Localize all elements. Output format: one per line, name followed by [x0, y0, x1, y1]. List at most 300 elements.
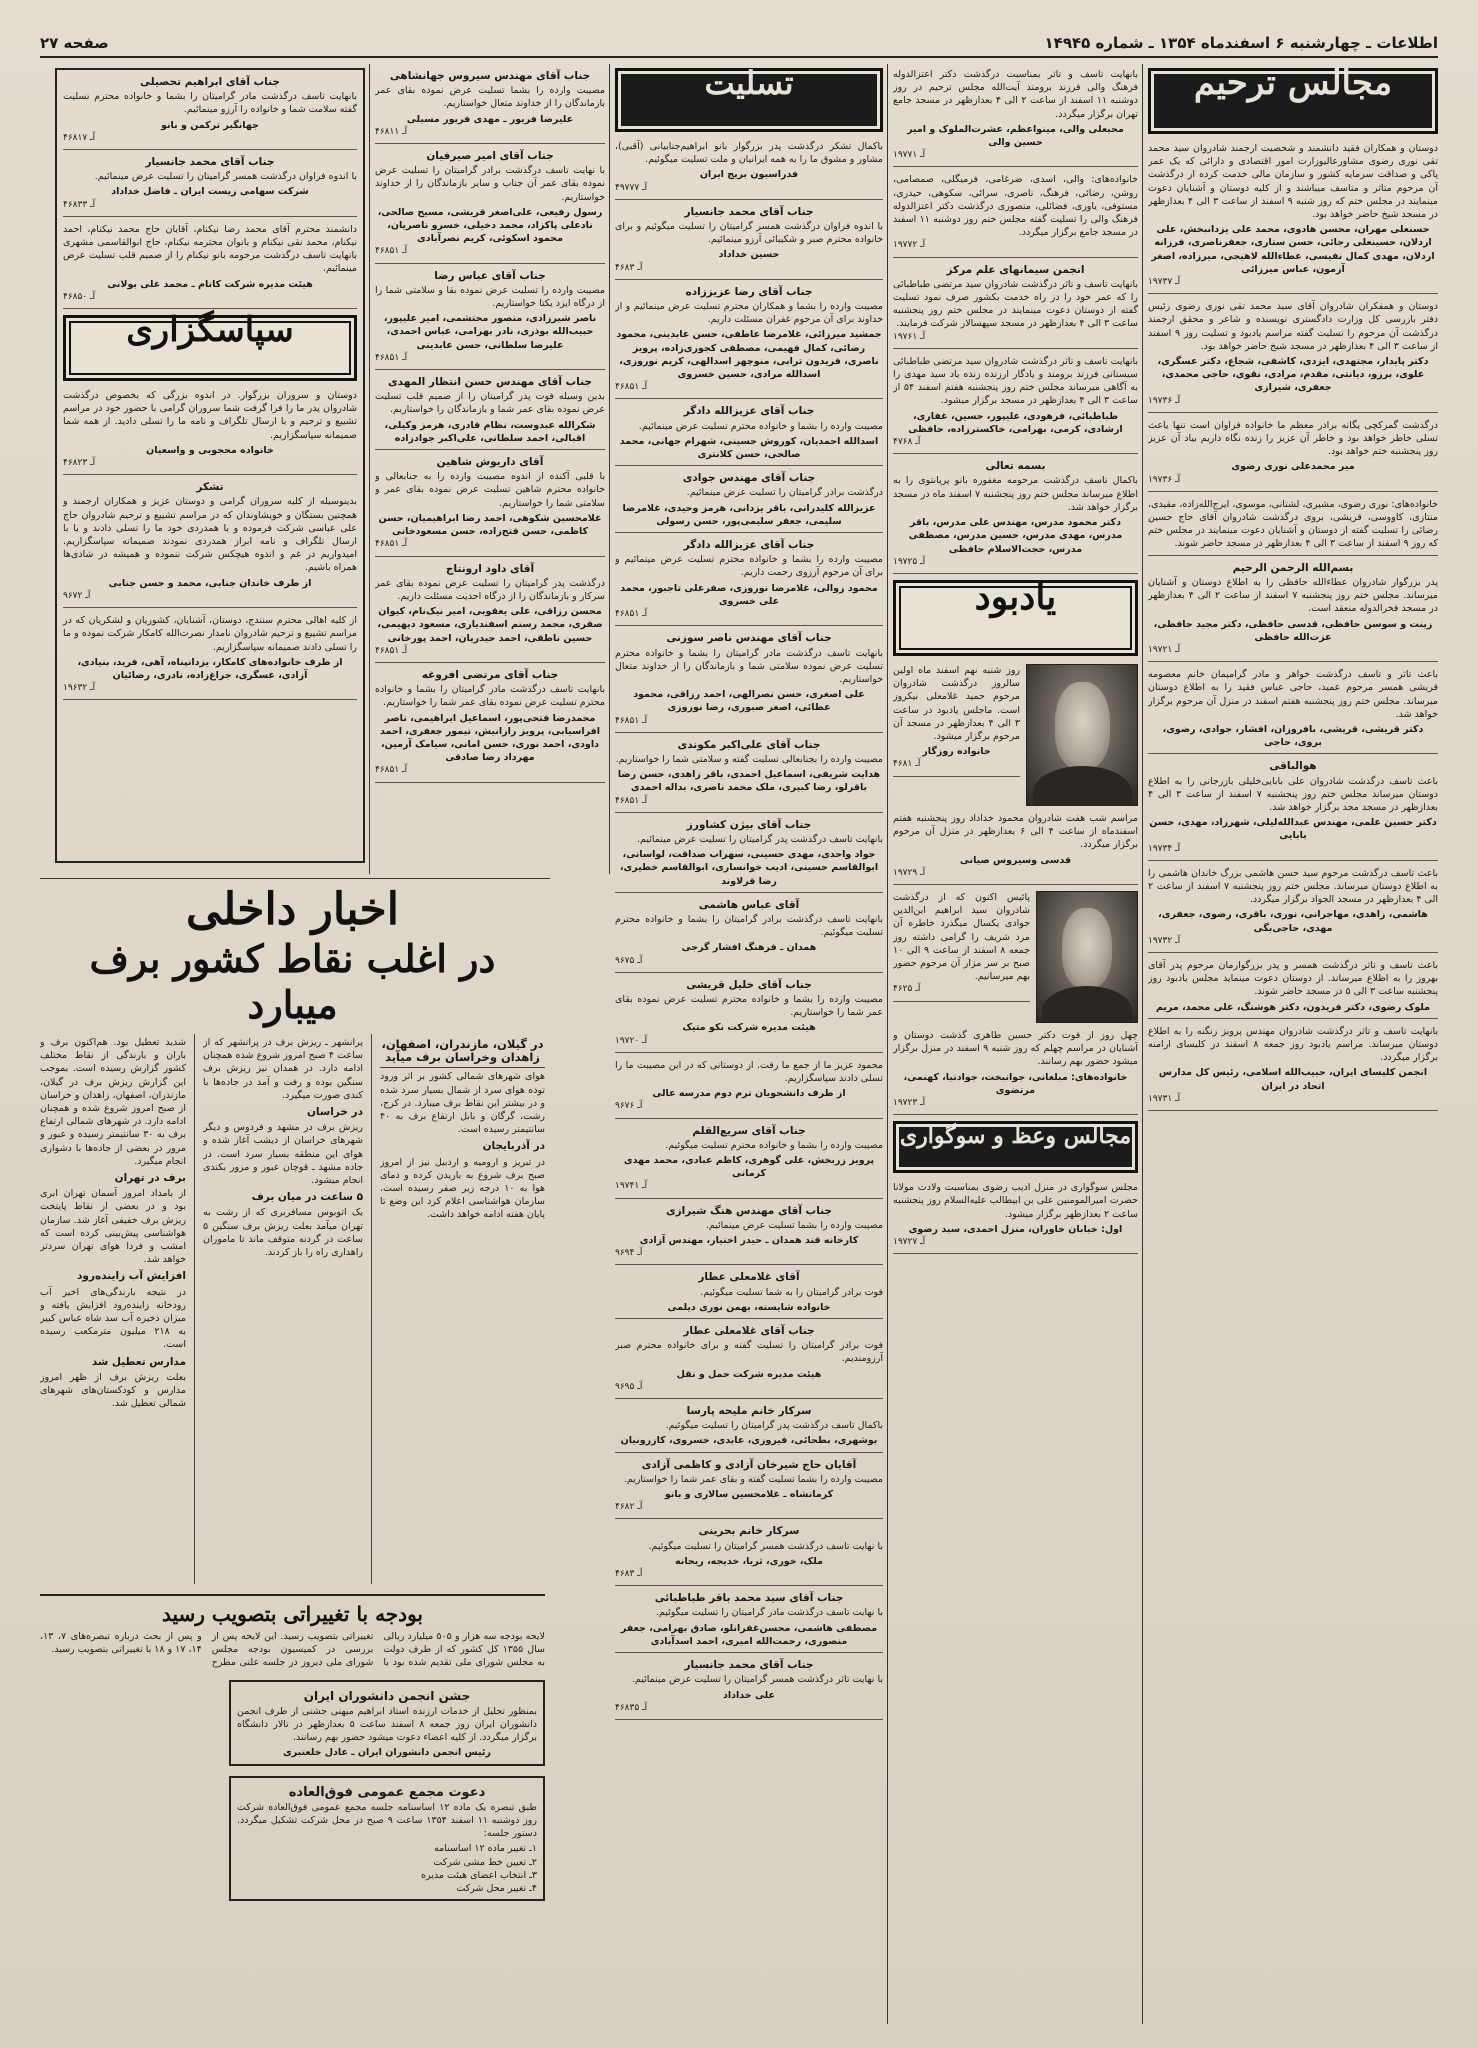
notice-signature: جهانگیر ترکمن و بانو — [161, 119, 259, 131]
column-4 — [375, 68, 605, 873]
notice-body: بانهایت تاسف و تاثر بمناسبت درگذشت دکتر اعتزالدوله فرهنگ والی فرزند برومند آیت‌الله مجلس ترحیم در روز دوشنبه ۱۱ اسفند از ساعت ۲ الی ۴ بعدازظهر در مسجد جامع تهران برگزار میگردد. — [893, 69, 1138, 120]
notice-body: درگذشت برادر گرامیتان را تسلیت عرض مینمائیم. — [686, 487, 883, 499]
col5-notices-bottom — [63, 389, 357, 700]
news-col-a-body-1: از بامداد امروز آسمان تهران ابری بود و در بعضی از نقاط پایتخت ریزش برف خفیفی آغاز شد. سازمان هواشناسی پیش‌بینی کرده است که امشب و فردا هوای تهران سردتر خواهد شد. — [40, 1188, 186, 1266]
notice-signature: خانواده روزگار — [922, 746, 991, 758]
agenda-item: ۲ـ تعیین خط مشی شرکت — [433, 1856, 537, 1868]
notice-item — [63, 614, 357, 700]
notice-code: آـ ۴۶۸۳ — [615, 262, 643, 273]
column-3 — [615, 68, 883, 2023]
notice-title: تشکر — [196, 481, 224, 494]
notice-code: آـ ۱۹۷۴۱ — [615, 1181, 648, 1192]
notice-title: جناب آقای مهندس جوادی — [682, 472, 816, 485]
notice-body: با نهایت تاثر درگذشت همسر گرامیتان را تسلیت عرض مینمائیم. — [631, 1674, 883, 1686]
banner-taslit: تسلیت — [615, 68, 883, 132]
notice-item — [615, 1125, 883, 1199]
notice-item — [615, 206, 883, 280]
col5-notices-top — [63, 76, 357, 309]
notice-signature: قدسی وسیروس صیانی — [959, 854, 1072, 866]
news-col-b-body-2: یک اتوبوس مسافربری که از رشت به تهران میآمد بعلت ریزش برف سنگین ۵ ساعت در گردنه متوقف ماند تا ماموران راهداری راه را باز کردند. — [203, 1207, 363, 1259]
notice-signature: همدان ـ فرهنگ افشار گرجی — [681, 942, 817, 954]
yadbood-notice-4 — [893, 1029, 1138, 1115]
notice-signature: هیئت مدیره شرکت حمل و نقل — [676, 1368, 822, 1380]
ad-anjoman-title: جشن انجمن دانشوران ایران — [303, 1688, 471, 1703]
notice-title: جناب آقای علی‌اکبر مکوندی — [677, 738, 821, 751]
notice-signature: محسن رزاقی، علی یعقوبی، امیر نیک‌نام، کیوان صفری، محمد رستم اسفندیاری، مسعود دیهیمی، حسین ناطقی، احمد حیدریان، احمد پورخانی — [377, 606, 603, 644]
notice-title: جناب آقای سریع‌القلم — [692, 1124, 806, 1137]
news-col-c-body: در تبریز و ارومیه و اردبیل نیز از امروز صبح برف شروع به باریدن کرده و دمای هوا به ۱۰ درجه زیر صفر رسیده است. سازمان هواشناسی اعلام کرد این وضع تا پایان هفته ادامه خواهد داشت. — [380, 1156, 545, 1221]
notice-item — [615, 140, 883, 200]
notice-signature: عزیزالله کلیدرانی، باقر یزدانی، هرمز وحیدی، غلامرضا سلیمی، جعفر سلیمی‌پور، حسن رسولی — [622, 502, 876, 527]
notice-item — [615, 405, 883, 466]
masthead — [40, 30, 1438, 58]
masthead-page-number: صفحه ۲۷ — [40, 34, 109, 52]
notice-title: بسمه تعالی — [985, 460, 1046, 473]
notice-signature: علی اصغری، حسن نصرالهی، احمد رزاقی، محمود عطائی، اصغر صبوری، رضا نوروزی — [633, 689, 865, 714]
notice-body: باکمال تاسف درگذشت پدر گرامیتان را تسلیت میگوئیم. — [665, 1420, 883, 1432]
notice-item — [1148, 419, 1438, 492]
notice-title: آقای غلامعلی عطار — [698, 1271, 800, 1284]
notice-body: مصیبت وارده را بشما و خانواده محترم تسلیت عرض مینمائیم. — [638, 420, 883, 432]
notice-body: مصیبت وارده را بجنابعالی تسلیت گفته و سلامتی شما را خواستاریم. — [615, 753, 883, 765]
notice-body: باعث تاسف و تاثر درگذشت همسر و پدر بزرگوارمان مرحوم پدر آقای بهروز را به اطلاع میرساند. از دوستان دعوت مینماید مجلس یادبود روز پنجشنبه ساعت ۳ الی ۵ در مسجد حاضر شوند. — [1148, 959, 1438, 998]
ad-anjoman-signature: رئیس انجمن دانشوران ایران ـ عادل خلعتبری — [283, 1747, 491, 1759]
news-col-b-subtitle-1: در خراسان — [306, 1106, 363, 1119]
notice-body: مصیبت وارده را بشما و خانواده محترم تسلیت عرض نموده بقای عمر شما را خواستاریم. — [615, 993, 883, 1019]
notice-title: آقایان حاج شیرخان آزادی و کاظمی آزادی — [641, 1458, 857, 1471]
notice-signature: شرکت سهامی زیست ایران ـ فاضل خداداد — [111, 186, 309, 198]
notice-body: مصیبت وارده را بشما تسلیت عرض نموده بقای عمر بازماندگان را از خداوند متعال خواستاریم. — [375, 85, 605, 110]
ad-majma-items — [237, 1842, 537, 1895]
notice-signature: علیرضا فریور ـ مهدی فریور مسیلی — [406, 113, 574, 125]
news-section — [40, 884, 545, 2024]
notice-signature: دکتر محمود مدرس، مهندس علی مدرس، باقر مدرس، مهدی مدرس، حسین مدرس، مصطفی مدرس، حجت‌الاسلام حافظی — [908, 517, 1123, 555]
notice-item — [1148, 498, 1438, 556]
notice-body: با قلبی آکنده از اندوه مصیبت وارده را به جنابعالی و خانواده محترم شاهین تسلیت عرض نموده بقای عمر و سلامتی شما را خواستاریم. — [375, 471, 605, 509]
notice-code: آـ ۴۹۷۷۷ — [615, 182, 648, 193]
notice-code: آـ ۱۹۷۳۷ — [1148, 277, 1181, 288]
notice-signature: هدایت شریفی، اسماعیل احمدی، باقر زاهدی، حسن رضا باقرلو، رضا کبیری، ملک محمد ناصری، بداله احمدی — [617, 769, 881, 794]
notice-body: خانواده‌های: والی، اسدی، ضرغامی، فرمیگلی، صمصامی، روشن، رضائی، فرهنگ، ناصری، سرائی، سکوهی، حیدری، مستوفی، یاوری، فضائلی، منصوری درگذشت دکتر اعتزالدوله فرهنگ والی را تسلیت گفته مجلس ختم روز دوشنبه ۱۱ اسفند در مسجد جامع برگزار میگردد. — [893, 174, 1138, 239]
notice-signature: محمدرضا فتحی‌پور، اسماعیل ابراهیمی، ناصر افراسیابی، پرویز رازانیش، تیمور جعفری، احمد داودی، احمد نوری، حسن امانی، سیامک آرمین، مهرداد رضا صادقی — [379, 712, 601, 764]
notice-code: آـ ۱۹۷۷۲ — [893, 240, 926, 251]
notice-signature: خانواده محجوبی و واسعیان — [146, 444, 274, 456]
column-rule — [887, 64, 888, 2024]
news-col-a-text: شدید تعطیل بود. هم‌اکنون برف و باران و بارندگی از نقاط مختلف کشور گزارش رسیده است. بموجب این گزارش ریزش برف در گیلان، مازندران، اصفهان، زاهدان و خراسان از صبح امروز شروع شده و همچنان ادامه دارد. در شهرهای شمالی ارتفاع برف به ۳۰ سانتیمتر رسیده و عبور و مرور در بعضی از جاده‌ها با دشواری انجام میگیرد. — [40, 1037, 186, 1167]
yadbood-photo-row-1 — [893, 664, 1138, 806]
notice-signature: جواد واحدی، مهدی حسینی، سهراب صداقت، لواسانی، ابوالقاسم حسینی، ادیب خوانساری، ابوالقاسم خطیری، رضا قرلاوند — [619, 849, 879, 887]
portrait-photo-1 — [1026, 664, 1138, 806]
notice-item — [63, 389, 357, 475]
ad-anjoman — [229, 1680, 545, 1766]
notice-item — [375, 150, 605, 264]
notice-body: درگذشت گمرکچی یگانه برادر معظم ما خانواده فراوان است تنها یاعث تسلی خاطر خواهد بود و خاطر آن عزیز را زنده نگاه داریم بیاد آن عزیز روز پنجشنبه ختم خواهد بود. — [1148, 419, 1438, 458]
notice-code: آـ ۱۹۷۶۱ — [893, 331, 926, 342]
notice-item — [615, 739, 883, 813]
notice-item — [375, 70, 605, 144]
notice-item — [893, 891, 1030, 1002]
notice-signature: ملوک رضوی، دکتر فریدون، دکتر هوشنگ، علی محمد، مریم — [1155, 1001, 1431, 1013]
notice-title: جناب آقای امیر صیرفیان — [426, 150, 554, 163]
notice-body: فوت برادر گرامیتان را تسلیت گفته و برای خانواده محترم صبر آرزومندیم. — [615, 1340, 883, 1365]
notice-title: انجمن سیمانهای علم مرکز — [946, 263, 1085, 276]
notice-body: با اندوه فراوان درگذشت همسر گرامیتان را تسلیت میگوئیم و برای خانواده محترم صبر و شکیبائی آرزو مینمائیم. — [615, 221, 883, 246]
news-column-right — [380, 1034, 545, 1584]
notice-code: آـ ۹۶۷۵ — [615, 955, 643, 966]
notice-signature: محمود زوالی، غلامرضا نوروزی، صفرعلی تاجبور، محمد علی خسروی — [620, 582, 878, 607]
notice-body: خانواده‌های: نوری رضوی، مشیری، لشتانی، موسوی، ایرج‌الله‌زاده، مقیدی، منتازی، کاووسی، قریشی، بروی درگذشت شادروان آقای حاج حسین رضائی را تسلیت گفته از دوستان و آشنایان دعوت مینمایند در مجلس ختم که روز ۹ اسفند از ساعت ۳ الی ۴ بعدازظهر در مسجد حاضر شوند. — [1148, 498, 1438, 550]
notice-item — [615, 1525, 883, 1586]
notice-title: جناب آقای خلیل قریشی — [686, 978, 812, 991]
notice-code: آـ ۴۶۸۵۱ — [615, 609, 648, 620]
notice-title: جناب آقای مهندس حسن انتظار المهدی — [388, 376, 592, 389]
notice-body: مصیبت وارده را بشما تسلیت گفته و بقای عمر شما را خواستاریم. — [623, 1473, 883, 1485]
banner-sepaskozari: سپاسگزاری — [63, 315, 357, 381]
notice-body: بانهایت تاسف درگذشت مادر گرامیتان را بشما و خانواده محترم تسلیت گفته سلامت شما و خانواده را آرزو مینمائیم. — [63, 91, 357, 116]
notice-item — [893, 812, 1138, 885]
notice-code: آـ ۹۶۹۴ — [615, 1248, 643, 1259]
notice-item — [1148, 562, 1438, 662]
notice-item — [1148, 959, 1438, 1019]
notice-title: سرکار خانم بحرینی — [698, 1525, 800, 1538]
notice-item — [893, 173, 1138, 257]
notice-item — [615, 1459, 883, 1520]
notice-body: بدین وسیله فوت پدر گرامیتان را از صمیم قلب تسلیت عرض نموده بقای عمر شما و بازماندگان را خواستاریم. — [375, 391, 605, 416]
section-rule — [40, 878, 550, 879]
notice-item — [615, 1205, 883, 1266]
notice-title: جناب آقای مهندس ناصر سوزنی — [666, 632, 832, 645]
notice-code: آـ ۴۶۸۵۱ — [375, 246, 408, 257]
notice-code: آـ ۴۶۸۳۵ — [615, 1702, 648, 1713]
notice-title: جناب آقای سید محمد باقر طباطبائی — [654, 1592, 844, 1605]
yadbood-photo-row-2 — [893, 891, 1138, 1023]
news-section-title: اخبار داخلی — [186, 884, 399, 935]
yadbood-notice-1 — [893, 664, 1020, 806]
notice-title: آقای داریوش شاهین — [436, 456, 544, 469]
notice-code: آـ ۱۹۷۳۱ — [1148, 1093, 1181, 1104]
notice-code: آـ ۱۹۷۲۱ — [1148, 644, 1181, 655]
notice-item — [375, 376, 605, 450]
notice-item — [1148, 300, 1438, 413]
notice-signature: مصطفی هاشمی، محسن‌غفرانلو، صادق بهرامی، جعفر منصوری، رحمت‌الله امیری، احمد اسدآبادی — [620, 1622, 878, 1647]
notice-title: جناب آقای عباس رضا — [434, 269, 546, 282]
ad-majma-body: طبق تبصره یک ماده ۱۲ اساسنامه جلسه مجمع عمومی فوق‌العاده شرکت روز دوشنبه ۱۱ اسفند ۱۳۵۴ ساعت ۹ صبح در محل شرکت تشکیل میگردد. دستور جلسه: — [237, 1801, 537, 1840]
notice-title: آقای داود ارونتاج — [445, 562, 535, 575]
notice-code: آـ ۴۶۲۵ — [893, 984, 921, 995]
notice-code: آـ ۹۶۷۶ — [615, 1101, 643, 1112]
portrait-photo-2 — [1036, 891, 1138, 1023]
notice-body: با اندوه فراوان درگذشت همسر گرامیتان را تسلیت عرض مینمائیم. — [94, 171, 357, 183]
yadbood-notice-3 — [893, 891, 1030, 1023]
column-2 — [893, 68, 1138, 2023]
news-subhead: در گیلان، مازندران، اصفهان، زاهدان وخراسان برف میآید — [380, 1038, 545, 1068]
notice-signature: هاشمی، زاهدی، مهاجرانی، نوری، باقری، رضوی، جعفری، مهدی، حاجی‌بگی — [1158, 909, 1428, 934]
notice-item — [1148, 1025, 1438, 1111]
banner-yadbood: یادبود — [893, 580, 1138, 656]
notice-code: آـ ۹۶۹۵ — [615, 1381, 643, 1392]
notice-signature: اسدالله احمدیان، کوروش حسینی، شهرام جهانی، محمد صالحی، حسن کلانتری — [619, 435, 879, 461]
notice-code: آـ ۱۹۷۲۰ — [615, 1035, 648, 1046]
notice-body: مجلس سوگواری در منزل ادیب رضوی بمناسبت ولادت مولانا حضرت امیرالمومنین علی بن ابیطالب علیه‌السلام روز پنجشنبه ساعت ۲ بعدازظهر برگزار میشود. — [893, 1182, 1138, 1220]
notice-body: باکمال تشکر درگذشت پدر بزرگوار بانو ابراهیم‌جنابیانی (آقبی)، مشاور و مشوق ما را به همه ایرانیان و ملت تسلیت میگوئیم. — [615, 141, 883, 166]
notice-title: هوالباقی — [1269, 760, 1317, 773]
notice-code: آـ ۴۶۸۵۱ — [615, 382, 648, 393]
col2-notices-top — [893, 68, 1138, 574]
notice-code: آـ ۴۶۸۵۱ — [375, 765, 408, 776]
notice-code: آـ ۹۶۷۲ — [63, 590, 91, 601]
news-column-left — [40, 1034, 186, 1584]
notice-item — [615, 472, 883, 533]
notice-item — [375, 669, 605, 783]
notice-body: با نهایت تاسف درگذشت همسر گرامیتان را تسلیت میگوئیم. — [648, 1540, 883, 1552]
vaaz-notice — [893, 1181, 1138, 1254]
ad-majma — [229, 1776, 545, 1902]
notice-code: آـ ۱۹۷۳۶ — [1148, 395, 1181, 406]
notice-body: درگذشت پدر گرامیتان را تسلیت عرض نموده بقای عمر سرکار و بازماندگان را از درگاه احدیت مسئلت داریم. — [375, 577, 605, 602]
notice-signature: غلامحسین شکوهی، احمد رضا ابراهیمیان، حسن کاظمی، حسن فتح‌زاده، حسن مسعودخانی — [378, 512, 602, 538]
notice-body: دوستان و همفکران شادروان آقای سید محمد تقی نوری رضوی رئیس دفتر بازرسی کل وزارت دادگستری نویسنده و شاعر و محقق ارجمند درگذشت آن مرحوم را تسلیت گفته مراسم یادبود و تسلیت روز ۹ اسفند از ساعت ۳ الی ۴ بعدازظهر در مسجد شیخ حاضر خواهد بود. — [1148, 301, 1438, 352]
notice-code: آـ ۴۶۸۵۱ — [615, 795, 648, 806]
ad-anjoman-body: بمنظور تجلیل از خدمات ارزنده استاد ابراهیم میهنی جشنی از طرف انجمن دانشوران ایران روز جمعه ۸ اسفند ساعت ۵ بعدازظهر در تالار دانشگاه برگزار میگردد. از کلیه اعضاء دعوت میشود حضور بهم رسانند. — [237, 1705, 538, 1744]
notice-title: جناب آقای مهندس هنگ شیرازی — [665, 1204, 832, 1217]
notice-title: جناب آقای بیژن کشاورز — [686, 818, 812, 831]
notice-item — [615, 1271, 883, 1319]
notice-signature: دکتر حسین علمی، مهندس عبدالله‌لیلی، شهرزاد، مهدی، حسن بابایی — [1149, 817, 1437, 842]
notice-item — [615, 1059, 883, 1119]
notice-code: آـ ۴۶۸۲ — [615, 1502, 643, 1513]
column-rule — [1142, 64, 1143, 2024]
notice-signature: اول: خیابان خاوران، منزل احمدی، سید رضوی — [908, 1223, 1123, 1235]
notice-item — [375, 456, 605, 556]
notice-body: بانهایت تاسف و تاثر درگذشت شادروان سید مرتضی طباطبائی را که عمر خود را در راه خدمت بکشور صرف نمود تسلیت گفته از دوستان دعوت مینمایند در مجلس ختم روز پنجشنبه ساعت ۳ الی ۴ بعدازظهر در مسجد سپهسالار شرکت فرمایند. — [893, 278, 1138, 330]
notice-item — [615, 286, 883, 400]
notice-body: مصیبت وارده را تسلیت عرض نموده بقا و سلامتی شما را از درگاه ایزد یکتا خواستاریم. — [375, 284, 605, 310]
notice-title: جناب آقای ابراهیم تحصیلی — [140, 76, 280, 88]
news-col-a-subtitle-3: مدارس تعطیل شد — [91, 1355, 186, 1368]
notice-item — [615, 632, 883, 732]
notice-title: بسم‌الله الرحمن الرحیم — [1232, 561, 1354, 574]
notice-body: باکمال تاسف درگذشت مرحومه مغفوره بانو پریانتوی را به اطلاع میرساند مجلس ختم روز پنجشنبه ۷ اسفند ماه در مسجد برگزار خواهد شد. — [893, 475, 1138, 513]
notice-item — [615, 1405, 883, 1453]
notice-code: آـ ۱۹۷۲۹ — [893, 867, 926, 878]
notice-title: جناب آقای رضا عزیززاده — [685, 285, 813, 298]
notice-body: بانهایت تاسف درگذشت برادر گرامیتان را بشما و خانواده محترم تسلیت میگوئیم. — [615, 913, 883, 939]
notice-title: جناب آقای محمد جانسیار — [684, 205, 814, 218]
notice-item — [615, 1592, 883, 1653]
notice-item — [893, 460, 1138, 574]
notice-code: آـ ۱۹۷۲۵ — [893, 556, 926, 567]
notice-code: آـ ۱۹۷۳۴ — [1148, 843, 1181, 854]
notice-body: مراسم شب هفت شادروان محمود خداداد روز پنجشنبه هفتم اسفندماه از ساعت ۴ الی ۶ بعدازظهر در منزل آن مرحوم برگزار میگردد. — [893, 812, 1138, 851]
column-rule — [369, 64, 370, 874]
notice-body: پائیس اکنون که از درگذشت شادروان سید ابراهیم ابن‌الدین جوادی یکسال میگذرد خاطره آن مرد شریف را گرامی داشته روز جمعه ۸ اسفند از ساعت ۹ الی ۱۰ صبح بر سر مزار آن مرحوم حضور بهم میرسانیم. — [893, 891, 1031, 983]
banner-majales-tarhim: مجالس ترحیم — [1148, 68, 1438, 134]
notice-body: دوستان و همکاران فقید دانشمند و شخصیت ارجمند شادروان سید محمد تقی نوری رضوی مشاورعالیوزارت امور اقتصادی و دارائی که یک عمر پاکی و صداقت سرمایه کشور و سازمان مالی خدمت کرده از درگذشت آن مرحوم متاثر و متاسف میباشند و از کلیه دوستان و آشنایان دعوت مینمایند در مجلس ختم که روز شنبه ۹ اسفند از ساعت ۳ الی ۴ بعدازظهر در مسجد شیخ حاضر خواهد بود. — [1148, 143, 1438, 221]
news-col-c-text: هوای شهرهای شمالی کشور بر اثر ورود توده هوای سرد از شمال بسیار سرد شده و در بیشتر این نقاط برف میبارد. در کرج، رشت، گرگان و بابل ارتفاع برف به ۴۰ سانتیمتر رسیده است. — [380, 1071, 545, 1136]
news-col-a-body-3: بعلت ریزش برف از ظهر امروز مدارس و کودکستان‌های شهرهای شمالی تعطیل شد. — [40, 1371, 186, 1410]
notice-signature: کرمانشاه ـ غلامحسین سالاری و بانو — [664, 1489, 834, 1501]
notice-code: آـ ۴۶۸۵۰ — [63, 291, 96, 302]
notice-code: آـ ۴۶۸۳۳ — [63, 199, 96, 210]
notice-code: آـ ۴۶۸۵۱ — [375, 645, 408, 656]
notice-item — [893, 68, 1138, 167]
news-col-a-body-2: در نتیجه بارندگی‌های اخیر آب رودخانه زاینده‌رود افزایش یافته و میزان ذخیره آب سد شاه عباس کبیر به ۲۱۸ میلیون مترمکعب رسیده است. — [40, 1286, 186, 1351]
notice-signature: دکتر پایدار، مجتهدی، ایزدی، کاشفی، شجاع، دکتر عسگری، علوی، برزو، دیانتی، مقدم، مرادی، نقوی، حاجی محمدی، جعفری، شیرازی — [1157, 356, 1429, 394]
notice-code: آـ ۱۹۷۷۱ — [893, 150, 926, 161]
agenda-item: ۴ـ تغییر محل شرکت — [456, 1883, 537, 1895]
notice-signature: ناصر شیرزادی، منصور محتشمی، امیر علیپور، حبیب‌الله بوذری، نادر بهرامی، عباس احمدی، علیرضا سلطانی، حسن عابدینی — [383, 313, 597, 351]
column-5 — [55, 68, 365, 863]
notice-code: آـ ۱۹۶۳۲ — [63, 683, 96, 694]
notice-signature: دکتر قریشی، قریشی، بافروزان، افشار، جوادی، رضوی، بروی، حاجی — [1162, 723, 1424, 749]
notice-body: مصیبت وارده را بشما تسلیت عرض مینمائیم. — [705, 1219, 883, 1231]
notice-signature: هیئت مدیره شرکت کاتام ـ محمد علی بولانی — [107, 278, 313, 290]
notice-signature: شکرالله عبدوست، نظام قادری، هرمز وکیلی، اقبالی، احمد سلطانی، علی‌اکبر جوادزاده — [384, 419, 596, 444]
notice-item — [375, 563, 605, 663]
notice-body: بانهایت تاسف درگذشت پدر گرامیتان را تسلیت عرض مینمائیم. — [637, 833, 883, 845]
notice-body: بانهایت تاسف و تاثر درگذشت شادروان سید مرتضی طباطبائی سیستانی فرزند برومند و یادگار ارزنده زنده یاد سید مهدی را به آگاهی میرساند مجلس ختم روز پنجشنبه هفتم اسفند ۵۴ از ساعت ۳ الی ۴ بعدازظهر در مسجد برگزار میشود. — [893, 355, 1138, 407]
col3-notices — [615, 140, 883, 1720]
col1-notices — [1148, 142, 1438, 1111]
notice-code: آـ ۴۶۸۱۷ — [63, 132, 96, 143]
notice-body: بانهایت تاسف درگذشت مادر گرامیتان را بشما و خانواده محترم تسلیت عرض نموده سلامتی شما و بازماندگان را از خداوند متعال خواستاریم. — [615, 647, 883, 685]
notice-body: دوستان و سروران بزرگوار. در اندوه بزرگی که بخصوص درگذشت شادروان پدر ما را فرا گرفت شما سروران گرامی با حضور خود در مراسم تشییع و ترحیم و با ارسال تلگراف و نامه ما را تسلی دادید. از همه شما صمیمانه سپاسگزاریم. — [63, 390, 357, 441]
notice-body: باعث تاسف درگذشت مرحوم سید حسن هاشمی بزرگ خاندان هاشمی را به اطلاع دوستان میرساند. مجلس ختم روز پنجشنبه ۷ اسفند از ساعت ۲ الی ۴ بعدازظهر در مسجد الجواد برگزار میگردد. — [1148, 867, 1438, 906]
news-column-middle — [203, 1034, 363, 1584]
notice-item — [615, 1325, 883, 1399]
notice-title: جناب آقای محمد جانسیار — [684, 1659, 814, 1672]
news-col-b-subtitle-2: ۵ ساعت در میان برف — [251, 1191, 363, 1204]
notice-item — [63, 223, 357, 309]
notice-signature: علی خداداد — [723, 1689, 775, 1701]
notice-item — [615, 819, 883, 893]
agenda-item: ۱ـ تغییر ماده ۱۲ اساسنامه — [434, 1843, 537, 1855]
notice-body: روز شنبه نهم اسفند ماه اولین سالروز درگذشت شادروان مرحوم حمید غلامعلی نیکروز است. ماجلس یادبود در ساعت ۳ الی ۴ بعدازظهر در مسجد آن مرحوم برگزار میشود. — [893, 664, 1020, 742]
budget-headline: بودجه با تغییراتی بتصویب رسید — [162, 1602, 423, 1626]
notice-signature: میر محمدعلی نوری رضوی — [1231, 461, 1355, 473]
budget-article — [40, 1594, 545, 1670]
notice-body: مصیبت وارده را بشما و خانواده محترم تسلیت عرض مینمائیم و برای آن مرحوم آرزوی رحمت داریم. — [615, 554, 883, 579]
notice-title: جناب آقای غلامعلی عطار — [683, 1325, 815, 1338]
notice-code: آـ ۴۶۸۵۱ — [615, 715, 648, 726]
notice-signature: جمشید میرزائی، غلامرضا عاطفی، حسن عابدینی، محمود رضائی، کمال فهیمی، مصطفی کجوری‌زاده، پرویز ناصری، فریدون ترابی، منوچهر اسدالهی، کریم نوروزی، اسدالله مرادی، حسین خسروی — [616, 329, 882, 381]
notice-code: آـ ۴۶۸۵۱ — [375, 352, 408, 363]
notice-signature: بوشهری، بطحائی، فیروزی، عابدی، خسروی، کازرونیان — [620, 1435, 878, 1447]
notice-body: از کلیه اهالی محترم سنندج، دوستان، آشنایان، کشوریان و لشکریان که در مراسم تشییع و ترحیم شادروان نامدار نصرت‌الله کامکار شرکت نموده و ما را تسلی دادند صمیمانه سپاسگزاریم. — [63, 615, 357, 653]
notice-item — [375, 270, 605, 370]
news-columns — [40, 1034, 545, 1584]
notice-item — [63, 76, 357, 150]
notice-signature: خانواده شایسته، بهمن نوری دیلمی — [667, 1301, 831, 1313]
banner-vaaz: مجالس وعظ و سوگواری — [893, 1121, 1138, 1173]
notice-item — [1148, 142, 1438, 294]
agenda-item: ۳ـ انتخاب اعضای هیئت مدیره — [421, 1869, 537, 1881]
notice-signature: ملک، خوری، ثریا، خدیجه، ریحانه — [674, 1555, 824, 1567]
notice-signature: از طرف دانشجویان ترم دوم مدرسه عالی — [652, 1088, 846, 1100]
news-headline: در اغلب نقاط کشور برف میبارد — [89, 936, 496, 1027]
notice-code: آـ ۴۷۶۸ — [893, 437, 921, 448]
news-col-c-subtitle: در آذربایجان — [482, 1140, 545, 1153]
notice-title: جناب آقای مهندس سیروس جهانشاهی — [389, 70, 591, 82]
notice-item — [893, 1181, 1138, 1254]
masthead-issue: اطلاعات ـ چهارشنبه ۶ اسفندماه ۱۳۵۴ ـ شماره ۱۴۹۴۵ — [1044, 34, 1438, 52]
notice-body: بانهایت تاسف درگذشت مادر گرامیتان را بشما و خانواده محترم تسلیت عرض نموده بقای عمر شما را خواستاریم. — [375, 684, 605, 709]
notice-item — [893, 664, 1020, 777]
notice-item — [893, 355, 1138, 454]
notice-signature: رسول رفیعی، علی‌اصغر قریشی، مسیح صالحی، نادعلی پاکزاد، محمد دخیلی، خسرو ناصریان، محمود اسکوئی، کریم نصرآبادی — [377, 206, 603, 245]
notice-item — [893, 264, 1138, 349]
notice-title: جناب آقای مرتضی افروغه — [421, 668, 559, 681]
notice-signature: طباطبائی، فرهودی، علیپور، حسین، غفاری، ارشادی، کرمی، بهرامی، خاکسترزاده، حافظی — [908, 410, 1123, 435]
notice-signature: کارخانه قند همدان ـ حیدر اختیار، مهندس آزادی — [639, 1235, 859, 1247]
notice-signature: انجمن کلیسای ایران، حبیب‌الله اسلامی، رئیس کل مدارس اتحاد در ایران — [1158, 1067, 1428, 1092]
notice-item — [615, 979, 883, 1053]
notice-code: آـ ۴۶۸۱ — [893, 759, 921, 770]
notice-signature: از طرف خانواده‌های کامکار، یزدانپناه، آهی، فرید، بنیادی، آزادی، عسگری، جراغ‌زاده، نادری، رضائیان — [77, 656, 343, 681]
notice-title: جناب آقای عزیزالله دادگر — [683, 539, 815, 552]
column-rule — [609, 64, 610, 874]
notice-body: باعث تاسف درگذشت شادروان علی بابایی‌خلیلی بازرجانی را به اطلاع دوستان میرساند مجلس ختم روز پنجشنبه ۷ اسفند از ساعت ۳ الی ۴ بعدازظهر در مسجد مجد برگزار خواهد شد. — [1148, 775, 1438, 813]
notice-signature: فدراسیون بریج ایران — [699, 169, 799, 181]
notice-signature: حسنعلی مهران، محسن هادوی، محمد علی یزدانبخش، علی اردلان، حسینعلی رجائی، حسن ستاری، جعفرناصری، فرزانه اردلان، مهدی کمال نفیسی، عطاءالله لاهیجی، میرزاده، اصغر آزمون، عباس میرزائی — [1151, 224, 1435, 275]
notice-item — [615, 1659, 883, 1720]
notice-body: با نهایت تاسف درگذشت برادر گرامیتان را تسلیت عرض نموده بقای عمر آن جناب و سایر بازماندگان را از خداوند خواستاریم. — [375, 165, 605, 203]
notice-signature: از طرف خاندان جنابی، محمد و حسن جنابی — [108, 577, 312, 589]
notice-body: مصیبت وارده را بشما و همکاران محترم تسلیت عرض مینمائیم و از خداوند برای آن مرحوم غفران مسئلت داریم. — [615, 301, 883, 326]
notice-item — [63, 156, 357, 217]
notice-item — [63, 481, 357, 608]
yadbood-notice-2 — [893, 812, 1138, 885]
notice-signature: حسین خداداد — [718, 249, 780, 261]
notice-item — [1148, 867, 1438, 953]
notice-body: باعث تاثر و تاسف درگذشت خواهر و مادر گرامیمان خانم معصومه قریشی همسر مرحوم عمید، حاجی عباس فقید را به اطلاع دوستان میرساند. مجلس ختم روز پنجشنبه هفتم اسفند در منزل آن مرحوم برگزار خواهد شد. — [1148, 669, 1438, 720]
col4-notices — [375, 70, 605, 783]
notice-code: آـ ۴۶۸۵۱ — [375, 539, 408, 550]
notice-body: بدینوسیله از کلیه سروران گرامی و دوستان عزیز و همکاران ارجمند و همچنین بستگان و خویشاوندان که در مراسم تشییع و ترحیم شادروان حاج علی عباسی شرکت فرموده و با همدردی خود ما را تسلی دادند و یا با ارسال تلگراف و نامه ابراز همدردی نمودند صمیمانه سپاسگزاریم. امیدواریم در غم و اندوه هیچکس شرکت ننموده و همیشه در شادی‌ها همراه باشیم. — [63, 496, 357, 574]
notice-code: آـ ۱۹۷۳۶ — [1148, 474, 1181, 485]
notice-title: جناب آقای محمد جانسیار — [145, 156, 275, 169]
notice-code: آـ ۴۶۸۳ — [615, 1569, 643, 1580]
notice-code: آـ ۱۹۷۲۳ — [893, 1097, 926, 1108]
notice-body: پدر بزرگوار شادروان عطاءالله حافظی را به اطلاع دوستان و آشنایان میرساند. مجلس ختم روز پنجشنبه ۷ اسفند از ساعت ۲ الی ۴ بعدازظهر در مسجد فخرالدوله منعقد است. — [1148, 576, 1438, 615]
notice-signature: زینت و سوسن حافظی، قدسی حافظی، دکتر مجید حافظی، عزت‌الله حافظی — [1153, 618, 1433, 643]
notice-title: جناب آقای عزیزالله دادگر — [683, 405, 815, 418]
notice-item — [615, 899, 883, 973]
notice-code: آـ ۴۶۸۱۱ — [375, 126, 408, 137]
notice-item — [893, 1029, 1138, 1115]
notice-signature: هیئت مدیره شرکت نکو متیک — [682, 1022, 816, 1034]
notice-code: آـ ۴۶۸۲۳ — [63, 458, 96, 469]
notice-code: آـ ۱۹۷۳۲ — [1148, 935, 1181, 946]
notice-code: آـ ۱۹۷۲۷ — [893, 1236, 926, 1247]
news-col-a-subtitle-2: افزایش آب زاینده‌رود — [77, 1270, 186, 1283]
notice-title: سرکار خانم ملیحه پارسا — [686, 1405, 812, 1418]
ad-majma-title: دعوت مجمع عمومی فوق‌العاده — [288, 1784, 486, 1800]
notice-body: محمود عزیز ما از جمع ما رفت. از دوستانی که در این مصیبت ما را تسلی دادند سپاسگزاریم. — [615, 1059, 883, 1084]
notice-item — [1148, 760, 1438, 860]
news-col-a-subtitle-1: برف در تهران — [114, 1172, 186, 1185]
notice-item — [615, 539, 883, 626]
notice-signature: خانواده‌های: مبلغانی، جوانبخت، جوادنیا، کهنمی، مرتضوی — [903, 1071, 1128, 1096]
news-col-b-body-1: ریزش برف در مشهد و فردوس و دیگر شهرهای خراسان از دیشب آغاز شده و هوای این منطقه بسیار سرد است. در جاده مشهد ـ قوچان عبور و مرور بکندی انجام میشود. — [203, 1122, 363, 1187]
notice-body: فوت برادر گرامیتان را به شما تسلیت میگوئیم. — [700, 1286, 883, 1298]
news-col-b-text: پرانشهر ـ ریزش برف در پرانشهر که از ساعت ۴ صبح امروز شروع شده همچنان ادامه دارد. در همدان نیز ریزش برف سنگین بوده و رفت و آمد در جاده‌ها با کندی صورت میگیرد. — [203, 1037, 363, 1101]
notice-body: بانهایت تاسف و تاثر درگذشت شادروان مهندس پرویز زنگنه را به اطلاع دوستان میرساند. مراسم یادبود روز جمعه ۸ اسفند در کلیسای ارامنه برگزار میگردد. — [1148, 1025, 1438, 1064]
notice-body: دانشمند محترم آقای محمد رضا نیکنام، آقایان حاج محمد نیکنام، احمد نیکنام، محمد نقی نیکنام و بانوان محترمه نیکنام، حاج ابوالقاسمی مشهری بانهایت تاسف درگذشت مرحومه بانو نیکنام را از صمیم قلب تسلیت عرض مینمائیم. — [63, 223, 357, 275]
budget-body: لایحه بودجه سه هزار و ۵۰۵ میلیارد ریالی سال ۱۳۵۵ کل کشور که از طرف دولت به مجلس شورای ملی تقدیم شده بود با تغییراتی بتصویب رسید. این لایحه پس از بررسی در کمیسیون بودجه مجلس شورای ملی دیروز در جلسه علنی مطرح و پس از بحث درباره تبصره‌های ۷، ۱۳، ۱۴، ۱۷ و ۱۸ با تغییراتی بتصویب رسید. — [40, 1631, 545, 1669]
notice-title: آقای عباس هاشمی — [698, 898, 800, 911]
notice-signature: پرویز زربخش، علی گوهری، کاظم عبادی، محمد مهدی کرمانی — [623, 1155, 875, 1180]
